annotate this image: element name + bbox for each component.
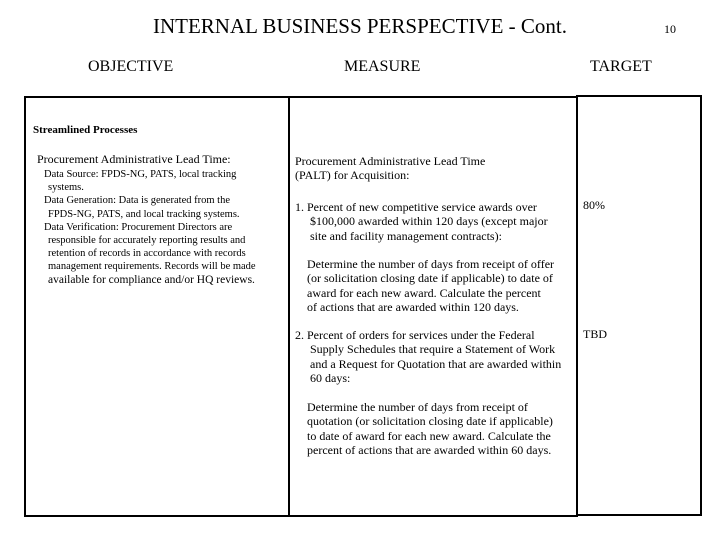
text-line: systems. bbox=[48, 182, 84, 194]
measure-item-2-detail bbox=[307, 400, 553, 458]
objective-heading: Streamlined Processes bbox=[33, 124, 138, 136]
measure-item-1 bbox=[295, 200, 548, 243]
text-line: to date of award for each new award. Calculate the bbox=[307, 428, 551, 443]
objective-header: OBJECTIVE bbox=[88, 58, 174, 75]
text-line: and a Request for Quotation that are awarded within bbox=[310, 356, 562, 371]
text-line: management requirements. Records will be made bbox=[48, 261, 256, 273]
text-line: of actions that are awarded within 120 days. bbox=[307, 300, 519, 315]
text-line: Data Verification: Procurement Directors are bbox=[44, 221, 233, 233]
text-line: site and facility management contracts): bbox=[310, 228, 502, 243]
text-line: Data Source: FPDS-NG, PATS, local tracking bbox=[44, 169, 237, 180]
text-line: available for compliance and/or HQ reviews. bbox=[48, 273, 255, 286]
text-line: Data Generation: Data is generated from the bbox=[44, 195, 231, 207]
text-line: 2. Percent of orders for services under the Federal bbox=[295, 328, 535, 342]
page-number: 10 bbox=[664, 22, 676, 36]
target-box bbox=[576, 95, 702, 516]
text-line: retention of records in accordance with records bbox=[48, 248, 246, 260]
text-line: Determine the number of days from receipt of offer bbox=[307, 257, 555, 271]
page-title: INTERNAL BUSINESS PERSPECTIVE - Cont. bbox=[152, 14, 567, 38]
text-line: Determine the number of days from receipt of bbox=[307, 400, 528, 414]
text-line: responsible for accurately reporting results and bbox=[48, 235, 246, 247]
text-line: 60 days: bbox=[310, 371, 351, 386]
text-line: percent of actions that are awarded within 60 days. bbox=[307, 443, 552, 458]
text-line: FPDS-NG, PATS, and local tracking systems. bbox=[48, 208, 240, 220]
target-header: TARGET bbox=[590, 58, 652, 75]
text-line: Procurement Administrative Lead Time bbox=[295, 154, 486, 168]
text-line: Supply Schedules that require a Statement of Work bbox=[310, 342, 556, 357]
text-line: quotation (or solicitation closing date if applicable) bbox=[307, 414, 553, 429]
measure-header: MEASURE bbox=[344, 58, 421, 75]
target-item-1: 80% bbox=[583, 198, 605, 212]
objective-details bbox=[44, 168, 256, 287]
measure-item-2 bbox=[295, 328, 561, 386]
text-line: $100,000 awarded within 120 days (except major bbox=[310, 214, 548, 229]
measure-intro bbox=[295, 154, 485, 183]
text-line: award for each new award. Calculate the percent bbox=[307, 285, 541, 300]
text-line: (PALT) for Acquisition: bbox=[295, 168, 410, 183]
objective-subheading: Procurement Administrative Lead Time: bbox=[37, 152, 231, 166]
text-line: (or solicitation closing date if applicable) to date of bbox=[307, 271, 553, 286]
text-line: 1. Percent of new competitive service awards over bbox=[295, 200, 537, 214]
measure-item-1-detail bbox=[307, 257, 554, 315]
target-item-2: TBD bbox=[583, 327, 607, 341]
